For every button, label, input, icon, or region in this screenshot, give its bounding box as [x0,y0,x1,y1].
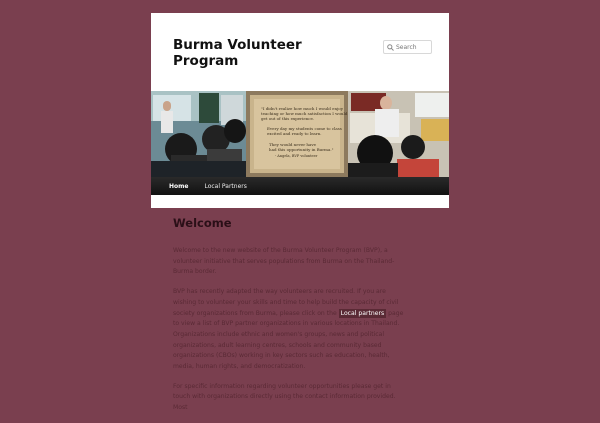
header-banner-image [151,91,449,177]
svg-text:excited and ready to learn.: excited and ready to learn. [267,131,322,136]
local-partners-link[interactable]: Local partners [340,309,385,317]
page-title: Welcome [173,216,232,230]
main-navigation [151,177,449,195]
site-header [151,13,449,208]
intro-paragraph: Welcome to the new website of the Burma Volunteer Program (BVP), a volunteer initiative that serves populations from Burma on the Thailand-Burma border. [173,247,395,276]
recruitment-text-end: page to view a list of BVP partner organizations in various locations in Thailand. Organizations include ethnic and women's groups, news and political organizations, adult learning centres, schools and community based organizations (CBOs) working in key sectors such as education, health, media, human rights, and democratization. [173,309,404,371]
page-container [151,13,449,412]
svg-text:"I didn't realize how much I w: "I didn't realize how much I would enjoy [261,106,343,111]
classroom-photo [151,91,449,177]
contact-paragraph: For specific information regarding volunteer opportunities please get in touch with organizations directly using the contact information provided. Most [173,382,396,412]
recruitment-paragraph [173,287,409,373]
nav-item-local-partners[interactable]: Local Partners [204,182,247,190]
recruitment-text-start: BVP has recently adapted the way volunteers are recruited. If you are wishing to volunteer your skills and time to help build the capacity of civil society organizations from Burma, please click on the [173,288,399,317]
svg-text:get out of this experience.: get out of this experience. [261,116,315,121]
nav-item-home[interactable]: Home [169,182,189,190]
search-box[interactable] [383,40,432,54]
svg-text:Every day my students come to: Every day my students come to class [267,126,342,131]
svg-text:teaching or how much satisfact: teaching or how much satisfaction I would [261,111,348,116]
main-content [173,216,409,423]
site-title[interactable]: Burma Volunteer Program [173,37,302,69]
search-input[interactable] [396,44,434,51]
svg-text:They would never have: They would never have [269,142,317,147]
svg-text:had this opportunity in Burma.: had this opportunity in Burma." [269,147,334,152]
svg-text:- Angela, BVP volunteer: - Angela, BVP volunteer [275,154,318,158]
search-icon [387,44,394,51]
